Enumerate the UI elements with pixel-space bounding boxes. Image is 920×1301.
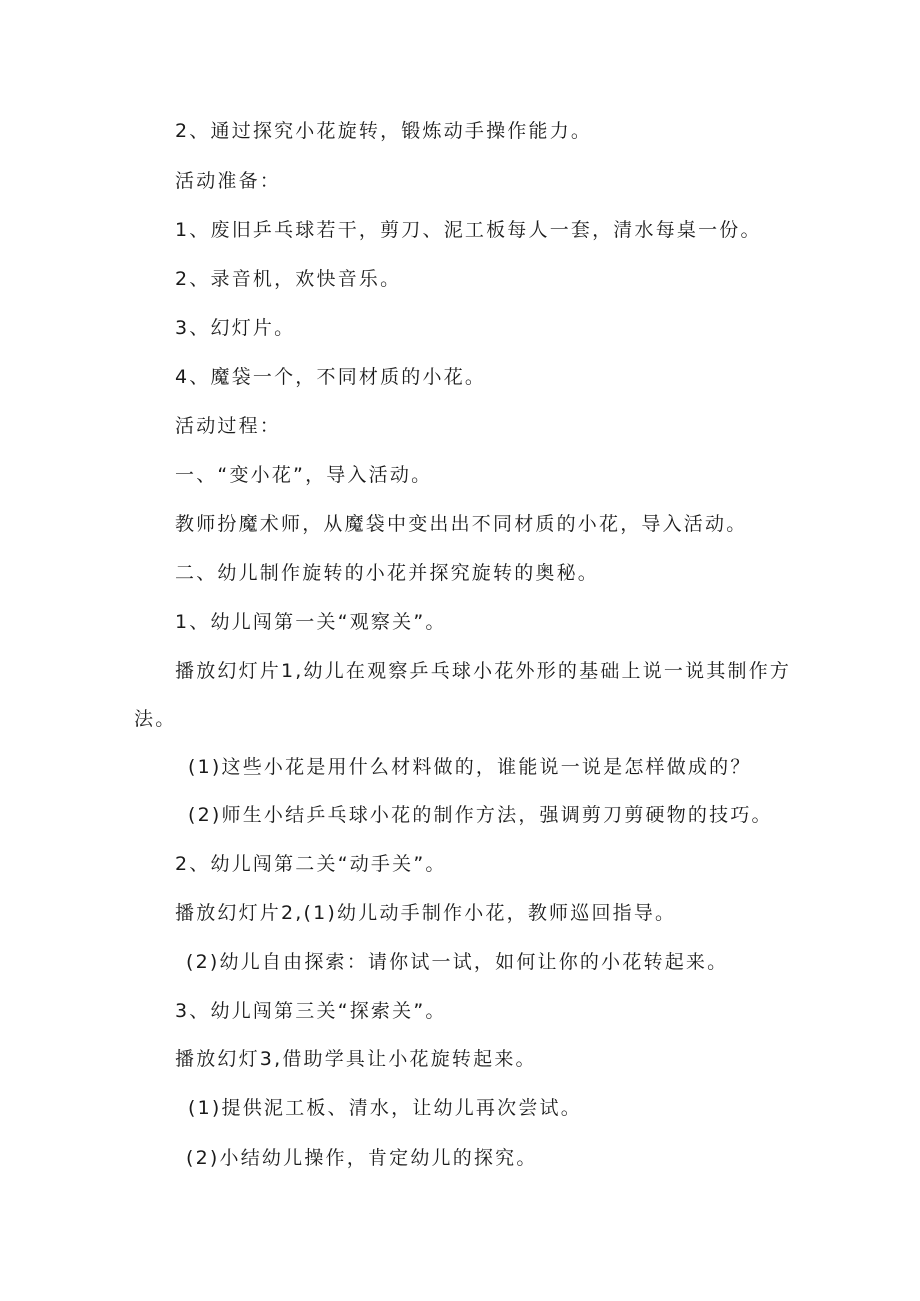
section-one-text: 教师扮魔术师，从魔袋中变出出不同材质的小花，导入活动。 [175,513,748,535]
stage-3-text: 播放幻灯3,借助学具让小花旋转起来。 [175,1048,537,1070]
heading-preparation: 活动准备： [175,170,282,192]
stage-3-item-2: (2)小结幼儿操作，肯定幼儿的探究。 [186,1147,538,1169]
prep-item-3: 3、幻灯片。 [175,317,296,339]
stage-1-text: 播放幻灯片1,幼儿在观察乒乓球小花外形的基础上说一说其制作方 [175,660,792,682]
section-two-title: 二、幼儿制作旋转的小花并探究旋转的奥秘。 [175,562,600,584]
prep-item-1: 1、废旧乒乓球若干，剪刀、泥工板每人一套，清水每桌一份。 [175,219,762,241]
stage-1-title: 1、幼儿闯第一关“观察关”。 [175,611,447,633]
stage-1-item-1: (1)这些小花是用什么材料做的，谁能说一说是怎样做成的？ [188,756,752,778]
prep-item-4: 4、魔袋一个，不同材质的小花。 [175,366,487,388]
section-one-title: 一、“变小花”，导入活动。 [175,464,433,486]
stage-3-title: 3、幼儿闯第三关“探索关”。 [175,1000,447,1022]
stage-2-item-2: (2)幼儿自由探索：请你试一试，如何让你的小花转起来。 [186,951,729,973]
stage-2-title: 2、幼儿闯第二关“动手关”。 [175,853,447,875]
prep-item-2: 2、录音机，欢快音乐。 [175,268,402,290]
stage-3-item-1: (1)提供泥工板、清水，让幼儿再次尝试。 [188,1097,582,1119]
stage-1-item-2: (2)师生小结乒乓球小花的制作方法，强调剪刀剪硬物的技巧。 [188,804,773,826]
paragraph-goal-2: 2、通过探究小花旋转，锻炼动手操作能力。 [175,120,593,142]
stage-1-text-continued: 法。 [134,708,177,730]
heading-process: 活动过程： [175,415,282,437]
stage-2-text: 播放幻灯片2,(1)幼儿动手制作小花，教师巡回指导。 [175,902,677,924]
